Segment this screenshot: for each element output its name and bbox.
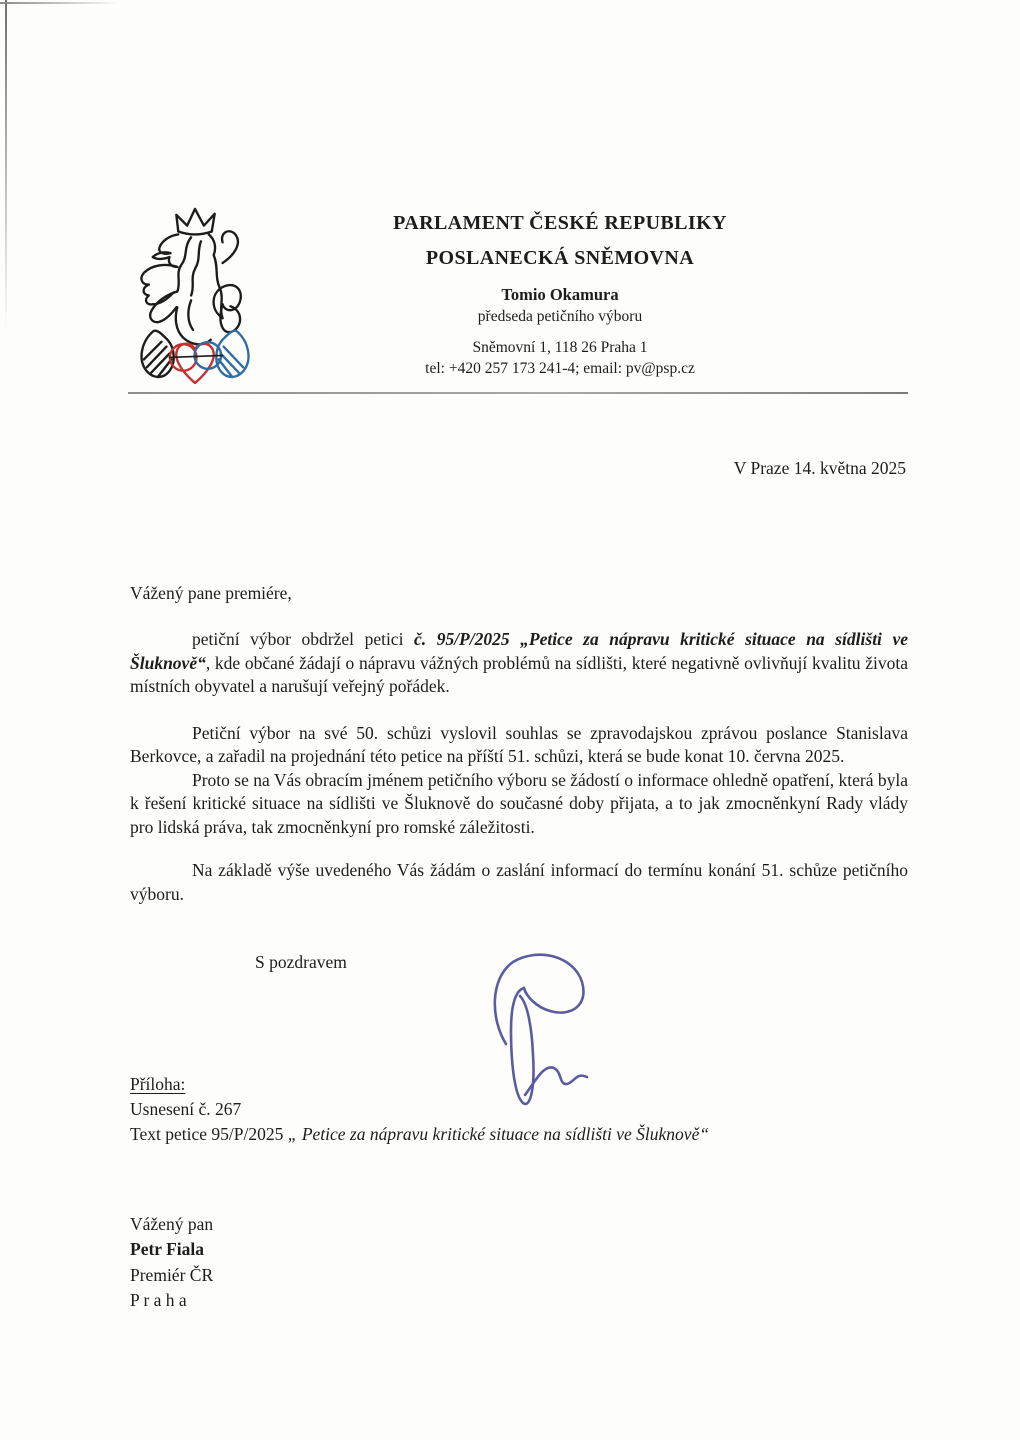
attachment-item-1: Usnesení č. 267: [130, 1099, 242, 1119]
letter-body: [130, 628, 908, 906]
sender-role: předseda petičního výboru: [477, 308, 643, 325]
attachments-block: [130, 1072, 709, 1147]
recipient-name: Petr Fiala: [130, 1239, 205, 1260]
recipient-title: Premiér ČR: [130, 1264, 214, 1285]
attachment-item-2-title: „ Petice za nápravu kritické situace na sídlišti ve Šluknově“: [287, 1124, 710, 1144]
scan-edge-artifact: [0, 2, 120, 4]
attachment-item-2-prefix: Text petice 95/P/2025: [130, 1124, 288, 1144]
paragraph-1: [130, 628, 908, 699]
org-name-line2: POSLANECKÁ SNĚMOVNA: [425, 247, 695, 269]
paragraph-2: Petiční výbor na své 50. schůzi vyslovil souhlas se zpravodajskou zprávou poslance Stanislava Berkovce, a zařadil na projednání této petice na příští 51. schůzi, která se bude konat 10. června 2025.: [130, 722, 908, 766]
attachments-label: Příloha:: [130, 1074, 186, 1094]
sender-name: Tomio Okamura: [501, 285, 619, 304]
paragraph-1-text-cont: , kde občané žádají o nápravu vážných problémů na sídlišti, které negativně ovlivňují kvalitu života místních obyvatel a narušují veřejný pořádek.: [130, 652, 908, 696]
paragraph-4: Na základě výše uvedeného Vás žádám o zaslání informací do termínu konání 51. schůze petičního výboru.: [130, 860, 908, 904]
org-name-line1: PARLAMENT ČESKÉ REPUBLIKY: [393, 212, 727, 234]
attachment-item-2: [130, 1122, 709, 1147]
paragraph-3: Proto se na Vás obracím jménem petičního výboru se žádostí o informace ohledně opatření, která byla k řešení kritické situace na sídlišti ve Šluknově do současné doby přijata, a to jak zmocněnkyní Rady vlády pro lidská práva, tak zmocněnkyní pro romské záležitosti.: [130, 769, 908, 837]
letterhead-divider: [128, 392, 908, 394]
paragraph-1-text: petiční výbor obdržel petici: [192, 629, 414, 649]
letterhead: [220, 212, 900, 378]
dateline: V Praze 14. května 2025: [733, 458, 906, 478]
sender-contact: tel: +420 257 173 241-4; email: pv@psp.cz: [425, 360, 695, 377]
scan-edge-artifact: [5, 0, 7, 330]
closing-phrase: S pozdravem: [255, 952, 347, 972]
recipient-city: P r a h a: [130, 1290, 187, 1311]
salutation: Vážený pane premiére,: [130, 583, 292, 603]
recipient-block: [130, 1212, 213, 1314]
sender-address: Sněmovní 1, 118 26 Praha 1: [472, 339, 648, 356]
recipient-salutation: Vážený pan: [130, 1214, 214, 1234]
petition-number-and-title: č. 95/P/2025 „Petice za nápravu kritické situace na sídlišti ve Šluknově“: [130, 629, 908, 673]
